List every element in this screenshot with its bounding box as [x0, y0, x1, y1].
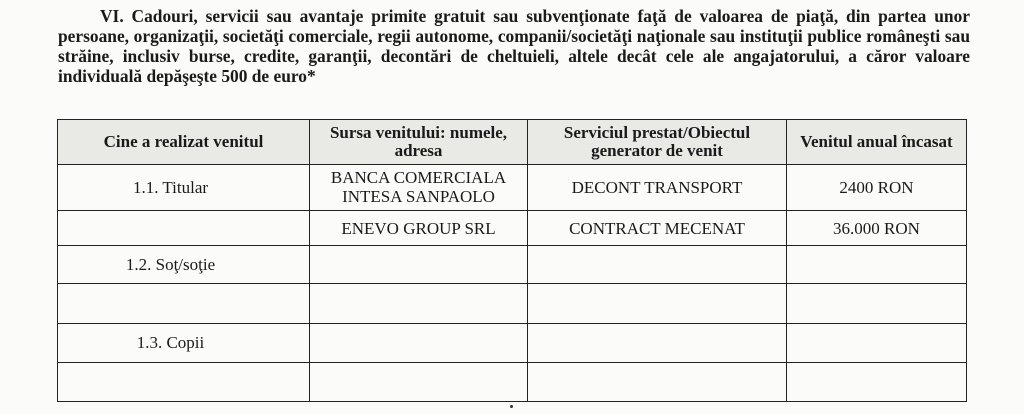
section-title: VI. Cadouri, servicii sau avantaje primite gratuit sau subvenţionate faţă de valoarea de piaţă, din partea unor persoane, organizaţii, societăţi comerciale, regii autonome, companii/societăţi naţionale sau instituţii publice româneşti sau străine, inclusiv burse, credite, garanţii, decontări de cheltuieli, altele decât cele ale angajatorului, a căror valoare individuală depăşeşte 500 de euro* — [58, 6, 970, 86]
cell-service: DECONT TRANSPORT — [528, 165, 787, 211]
header-service: Serviciul prestat/Obiectul generator de venit — [528, 120, 787, 165]
cell-who — [58, 363, 310, 402]
cell-source — [310, 283, 528, 323]
cell-service — [528, 323, 787, 363]
cell-income — [787, 246, 967, 284]
cell-source — [310, 323, 528, 363]
cell-who — [58, 283, 310, 323]
cell-service — [528, 283, 787, 323]
scan-speck — [510, 405, 513, 408]
header-income: Venitul anual încasat — [787, 120, 967, 165]
table-header-row — [58, 120, 967, 165]
cell-income: 36.000 RON — [787, 210, 967, 246]
gifts-income-table — [57, 119, 967, 402]
header-who: Cine a realizat venitul — [58, 120, 310, 165]
income-table-container — [57, 119, 966, 402]
cell-income — [787, 283, 967, 323]
cell-source — [310, 363, 528, 402]
table-row — [58, 363, 967, 402]
table-row — [58, 210, 967, 246]
cell-who: 1.3. Copii — [58, 323, 310, 363]
cell-service — [528, 246, 787, 284]
cell-service — [528, 363, 787, 402]
table-row — [58, 246, 967, 284]
table-row — [58, 165, 967, 211]
cell-source: ENEVO GROUP SRL — [310, 210, 528, 246]
cell-income — [787, 363, 967, 402]
table-row — [58, 323, 967, 363]
cell-who: 1.2. Soţ/soţie — [58, 246, 310, 284]
cell-income: 2400 RON — [787, 165, 967, 211]
section-heading — [58, 6, 970, 86]
cell-source: BANCA COMERCIALA INTESA SANPAOLO — [310, 165, 528, 211]
cell-service: CONTRACT MECENAT — [528, 210, 787, 246]
header-source: Sursa venitului: numele, adresa — [310, 120, 528, 165]
cell-source — [310, 246, 528, 284]
cell-who — [58, 210, 310, 246]
cell-income — [787, 323, 967, 363]
table-row — [58, 283, 967, 323]
cell-who: 1.1. Titular — [58, 165, 310, 211]
